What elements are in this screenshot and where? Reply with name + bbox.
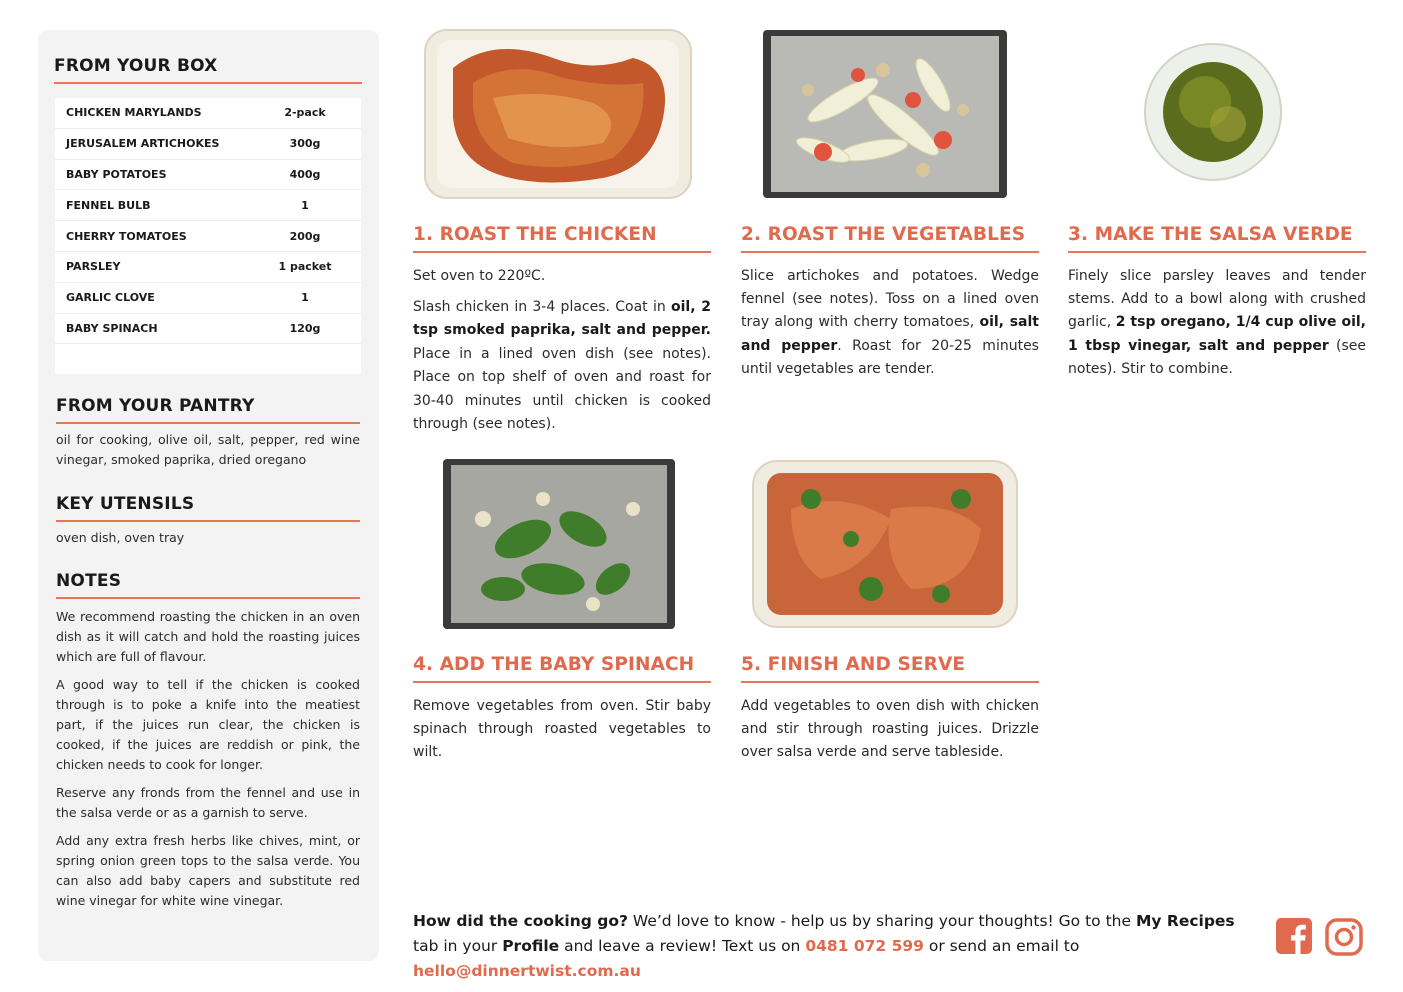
step-divider: [1068, 251, 1366, 253]
step-5-title: 5. FINISH AND SERVE: [741, 654, 966, 675]
step-5-text: Add vegetables to oven dish with chicken and stir through roasting juices. Drizzle over salsa verde and serve tableside.: [741, 697, 1039, 761]
step-3-body: [1068, 265, 1366, 382]
ingredient-row: [55, 221, 361, 252]
ingredient-qty: 2-pack: [284, 106, 326, 120]
finished-dish-photo: [751, 459, 1019, 629]
pantry-title: FROM YOUR PANTRY: [56, 396, 255, 416]
step-1-p2-b: oil, 2 tsp smoked paprika, salt and pepper.: [413, 298, 712, 339]
notes-section: [56, 571, 360, 911]
ingredient-name: CHERRY TOMATOES: [66, 229, 187, 243]
ingredient-name: PARSLEY: [66, 260, 121, 274]
ingredient-qty: 300g: [289, 137, 321, 151]
section-divider: [54, 82, 362, 84]
ingredient-qty: 1 packet: [278, 260, 332, 274]
step-divider: [741, 251, 1039, 253]
facebook-icon[interactable]: [1276, 918, 1312, 954]
footer-text-2: tab in your: [413, 937, 503, 955]
step-1-p2: [413, 296, 711, 436]
step-3-title: 3. MAKE THE SALSA VERDE: [1068, 224, 1353, 245]
profile-link[interactable]: Profile: [502, 937, 560, 955]
email-link[interactable]: hello@dinnertwist.com.au: [413, 962, 641, 980]
ingredient-qty: 400g: [289, 167, 321, 181]
notes-body: [56, 607, 360, 911]
ingredient-row: [55, 283, 361, 314]
footer-text-1: We’d love to know - help us by sharing your thoughts! Go to the: [627, 912, 1136, 930]
step-2-text: [741, 265, 1039, 382]
section-divider: [56, 597, 360, 599]
step-4: [413, 654, 711, 765]
my-recipes-link[interactable]: My Recipes: [1135, 912, 1235, 930]
ingredient-name: BABY POTATOES: [66, 167, 167, 181]
ingredient-qty: 120g: [289, 321, 321, 335]
step-1-p2-a: Slash chicken in 3-4 places. Coat in: [413, 298, 672, 315]
ingredient-row: [55, 314, 361, 345]
ingredient-qty: 1: [301, 198, 309, 212]
spinach-tray-photo: [443, 459, 675, 629]
ingredient-row: [55, 190, 361, 221]
instagram-icon[interactable]: [1325, 918, 1363, 956]
footer-text-4: or send an email to: [923, 937, 1080, 955]
step-divider: [413, 681, 711, 683]
step-4-body: [413, 695, 711, 765]
step-divider: [413, 251, 711, 253]
ingredients-sidebar: [38, 30, 379, 961]
section-divider: [56, 422, 360, 424]
step-2-body: [741, 265, 1039, 382]
step-3-a: Finely slice parsley leaves and tender stems. Add to a bowl along with crushed garlic,: [1068, 267, 1366, 331]
ingredient-row: [55, 160, 361, 191]
step-5: [741, 654, 1039, 765]
utensils-text: oven dish, oven tray: [56, 530, 185, 545]
roast-chicken-photo: [423, 28, 693, 200]
step-1-title: 1. ROAST THE CHICKEN: [413, 224, 657, 245]
footer-text-3: and leave a review! Text us on: [559, 937, 806, 955]
ingredient-name: GARLIC CLOVE: [66, 291, 155, 305]
feedback-footer: [413, 909, 1263, 984]
salsa-verde-photo: [1143, 42, 1283, 182]
ingredient-name: BABY SPINACH: [66, 321, 158, 335]
pantry-text: oil for cooking, olive oil, salt, pepper, red wine vinegar, smoked paprika, dried oregano: [56, 432, 360, 467]
step-1-p1: Set oven to 220ºC.: [413, 267, 546, 284]
step-4-title: 4. ADD THE BABY SPINACH: [413, 654, 695, 675]
step-2-title: 2. ROAST THE VEGETABLES: [741, 224, 1026, 245]
note-paragraph: Reserve any fronds from the fennel and use in the salsa verde or as a garnish to serve.: [56, 785, 360, 820]
step-1-p2-c: Place in a lined oven dish (see notes). Place on top shelf of oven and roast for 30-40 minutes until chicken is cooked through (see notes).: [413, 345, 711, 432]
step-4-text: Remove vegetables from oven. Stir baby spinach through roasted vegetables to wilt.: [413, 697, 711, 761]
step-1: [413, 224, 711, 436]
step-3-c: (see notes). Stir to combine.: [1068, 337, 1366, 378]
step-1-body: [413, 265, 711, 437]
step-5-body: [741, 695, 1039, 765]
ingredient-name: JERUSALEM ARTICHOKES: [66, 137, 220, 151]
note-paragraph: We recommend roasting the chicken in an oven dish as it will catch and hold the roasting juices which are full of flavour.: [56, 609, 360, 664]
ingredients-table: [55, 98, 361, 374]
from-your-box-section: [54, 56, 362, 84]
notes-title: NOTES: [56, 571, 122, 591]
roast-vegetables-photo: [763, 30, 1007, 198]
note-paragraph: Add any extra fresh herbs like chives, mint, or spring onion green tops to the salsa verde. You can also add baby capers and substitute red wine vinegar for white wine vinegar.: [56, 833, 360, 908]
from-your-box-title: FROM YOUR BOX: [54, 56, 218, 76]
ingredient-row: [55, 252, 361, 283]
step-divider: [741, 681, 1039, 683]
step-2-c: . Roast for 20-25 minutes until vegetables are tender.: [741, 337, 1039, 378]
ingredient-qty: 200g: [289, 229, 321, 243]
utensils-title: KEY UTENSILS: [56, 494, 195, 514]
ingredient-name: CHICKEN MARYLANDS: [66, 106, 202, 120]
utensils-section: [56, 494, 360, 548]
ingredient-qty: 1: [301, 291, 309, 305]
note-paragraph: A good way to tell if the chicken is cooked through is to poke a knife into the meatiest part, if the juices run clear, the chicken is cooked, if the juices are reddish or pink, the chicken needs to cook for longer.: [56, 677, 360, 772]
footer-question: How did the cooking go?: [413, 912, 628, 930]
ingredient-row: [55, 129, 361, 160]
step-2: [741, 224, 1039, 382]
step-3-text: [1068, 265, 1366, 382]
pantry-section: [56, 396, 360, 470]
phone-link[interactable]: 0481 072 599: [805, 937, 924, 955]
ingredient-name: FENNEL BULB: [66, 198, 151, 212]
step-3-b: 2 tsp oregano, 1/4 cup olive oil, 1 tbsp vinegar, salt and pepper: [1068, 314, 1366, 354]
step-2-a: Slice artichokes and potatoes. Wedge fennel (see notes). Toss on a lined oven tray along with cherry tomatoes,: [741, 267, 1039, 331]
section-divider: [56, 520, 360, 522]
ingredient-row: [55, 98, 361, 129]
step-3: [1068, 224, 1366, 382]
step-2-b: oil, salt and pepper: [741, 314, 1039, 354]
